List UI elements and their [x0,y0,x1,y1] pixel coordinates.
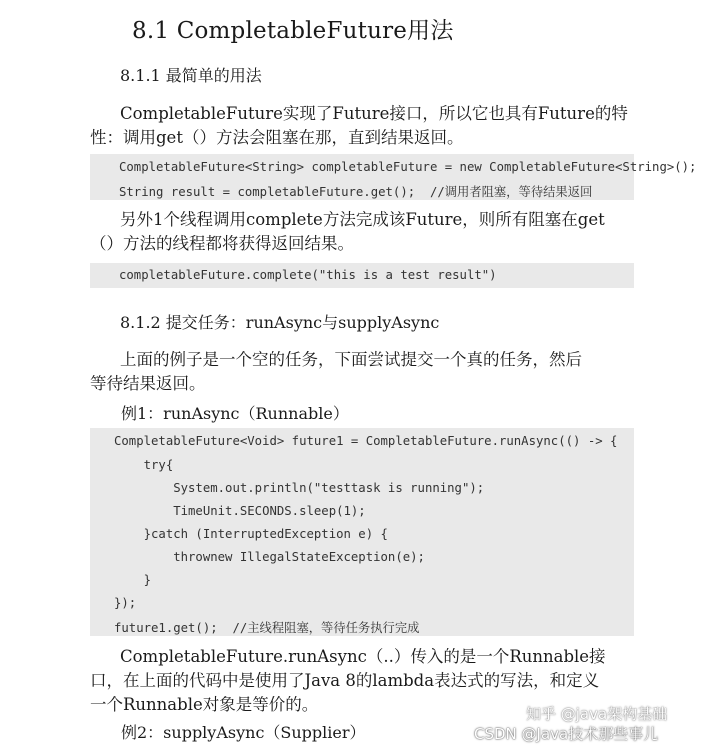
paragraph-line: 一个Runnable对象是等价的。 [90,695,319,714]
example-1-label: 例1：runAsync（Runnable） [121,404,349,423]
code-line: }); [114,596,137,610]
paragraph-line: 等待结果返回。 [90,374,206,393]
code-line: TimeUnit.SECONDS.sleep(1); [114,504,366,518]
csdn-watermark: CSDN @Java技术那些事儿 [474,725,659,743]
code-line: try{ [114,458,174,472]
code-line: System.out.println("testtask is running"); [114,481,485,495]
paragraph-line: 口，在上面的代码中是使用了Java 8的lambda表达式的写法，和定义 [90,671,600,690]
code-line: }catch (InterruptedException e) { [114,527,388,541]
code-line: thrownew IllegalStateException(e); [114,550,425,564]
code-line: String result = completableFuture.get(); //调用者阻塞，等待结果返回 [119,185,593,199]
code-block-2 [90,263,634,288]
paragraph-line: CompletableFuture.runAsync（..）传入的是一个Runnable接 [120,647,606,666]
code-line: completableFuture.complete("this is a test result") [119,268,497,282]
code-block-1 [90,154,697,200]
paragraph-line: 性：调用get（）方法会阻塞在那，直到结果返回。 [90,128,464,147]
paragraph-line: CompletableFuture实现了Future接口，所以它也具有Future的特 [120,104,628,123]
zhihu-watermark: 知乎 @java架构基础 [526,705,668,723]
example-2-label: 例2：supplyAsync（Supplier） [121,723,366,742]
code-block-3 [90,428,634,636]
code-line: CompletableFuture<String> completableFuture = new CompletableFuture<String>(); [119,160,697,174]
paragraph-line: 另外1个线程调用complete方法完成该Future，则所有阻塞在get [120,210,605,229]
section-heading-8-1-1: 8.1.1 最简单的用法 [120,66,262,85]
paragraph-line: 上面的例子是一个空的任务，下面尝试提交一个真的任务，然后 [120,350,582,369]
page-title: 8.1 CompletableFuture用法 [132,18,454,44]
code-line: } [114,573,152,587]
code-line: future1.get(); //主线程阻塞，等待任务执行完成 [114,621,420,635]
section-heading-8-1-2: 8.1.2 提交任务：runAsync与supplyAsync [120,313,440,332]
code-line: CompletableFuture<Void> future1 = CompletableFuture.runAsync(() -> { [114,434,618,448]
paragraph-line: （）方法的线程都将获得返回结果。 [90,234,354,253]
